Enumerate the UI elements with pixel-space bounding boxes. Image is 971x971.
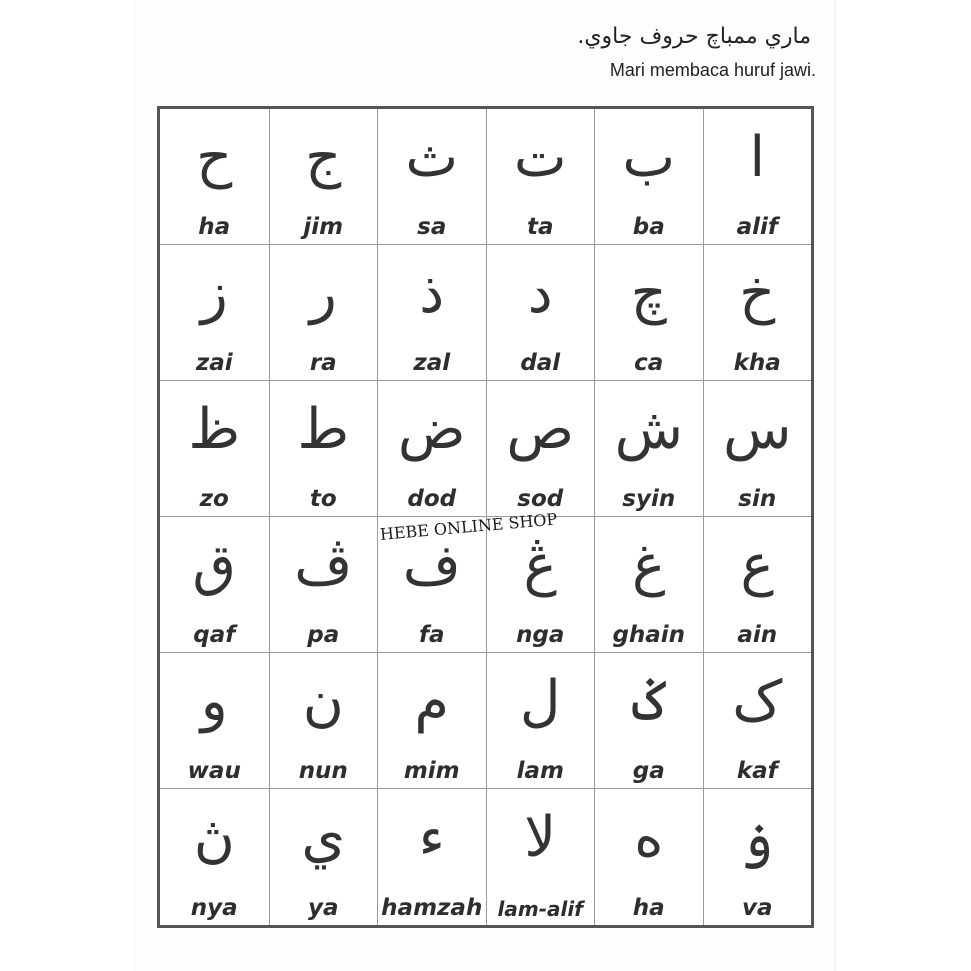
letter-name: to — [309, 486, 337, 512]
letter-name: ya — [307, 895, 339, 921]
jawi-letter: ر — [309, 261, 337, 326]
letter-name: pa — [307, 622, 340, 648]
jawi-letter: ق — [192, 533, 236, 598]
letter-cell — [594, 245, 703, 381]
jawi-letter: ج — [305, 125, 342, 190]
letter-cell — [160, 653, 269, 789]
jawi-letter: ن — [302, 669, 344, 734]
jawi-letter: م — [414, 669, 450, 734]
jawi-letter: ع — [740, 533, 774, 598]
letter-cell — [594, 517, 703, 653]
letter-name: kaf — [736, 758, 778, 784]
letter-cell — [377, 381, 486, 517]
letter-name: zo — [199, 486, 229, 512]
jawi-letter: ث — [405, 125, 459, 190]
letter-name: dal — [520, 350, 561, 376]
letter-name: nya — [190, 895, 238, 921]
letter-name: qaf — [193, 622, 236, 648]
letter-cell — [486, 245, 595, 381]
letter-name: ha — [632, 895, 665, 921]
letter-cell — [486, 381, 595, 517]
letter-cell — [377, 653, 486, 789]
letter-name: kha — [733, 350, 781, 376]
heading-jawi: ماري ممباچ حروف جاوي. — [577, 24, 811, 49]
letter-cell — [703, 517, 812, 653]
letter-cell — [377, 109, 486, 245]
jawi-letter: ا — [749, 125, 766, 190]
letter-cell — [160, 381, 269, 517]
letter-cell — [703, 109, 812, 245]
letter-name: zal — [413, 350, 451, 376]
letter-name: ca — [634, 350, 664, 376]
jawi-letter: و — [200, 669, 228, 734]
letter-name: alif — [736, 214, 778, 240]
letter-cell — [486, 109, 595, 245]
letter-name: sa — [417, 214, 447, 240]
letter-cell — [703, 789, 812, 925]
jawi-letter: خ — [739, 261, 776, 326]
letter-name: lam-alif — [497, 897, 583, 921]
letter-name: wau — [187, 758, 241, 784]
jawi-letter: لا — [524, 805, 557, 870]
jawi-letter: ڽ — [193, 805, 235, 870]
jawi-letter: ح — [196, 125, 233, 190]
letter-cell — [269, 109, 378, 245]
letter-cell — [160, 517, 269, 653]
letter-cell — [486, 517, 595, 653]
letter-cell — [594, 789, 703, 925]
letter-cell — [269, 381, 378, 517]
jawi-letter: ف — [402, 533, 461, 598]
jawi-letter: ل — [519, 669, 561, 734]
letter-name: dod — [407, 486, 457, 512]
jawi-letter: ذ — [419, 261, 445, 326]
letter-name: fa — [418, 622, 445, 648]
jawi-letter: ۏ — [740, 805, 774, 870]
jawi-letter: ب — [622, 125, 676, 190]
letter-name: ghain — [612, 622, 686, 648]
jawi-letter: د — [527, 261, 553, 326]
letter-name: ta — [526, 214, 554, 240]
jawi-letter: ظ — [188, 397, 241, 462]
letter-name: syin — [622, 486, 676, 512]
letter-cell — [160, 789, 269, 925]
watermark: HEBE ONLINE SHOP — [379, 509, 558, 544]
letter-cell — [160, 109, 269, 245]
letter-name: zai — [195, 350, 233, 376]
jawi-letter: چ — [630, 261, 667, 326]
jawi-letter: ت — [513, 125, 567, 190]
jawi-letter: ض — [397, 397, 466, 462]
letter-name: ra — [309, 350, 337, 376]
letter-cell — [269, 653, 378, 789]
jawi-letter: ط — [297, 397, 350, 462]
letter-name: ha — [198, 214, 231, 240]
letter-cell — [160, 245, 269, 381]
letter-name: hamzah — [381, 895, 483, 921]
jawi-letter: ء — [418, 805, 445, 870]
letter-name: va — [741, 895, 773, 921]
letter-cell — [594, 653, 703, 789]
jawi-letter: ک — [732, 669, 783, 734]
jawi-letter: ص — [506, 397, 575, 462]
letter-name: ain — [737, 622, 778, 648]
letter-name: sod — [517, 486, 564, 512]
jawi-letter: ݢ — [632, 669, 666, 734]
letter-name: jim — [303, 214, 344, 240]
jawi-letter: ز — [200, 261, 228, 326]
letter-cell — [594, 381, 703, 517]
letter-name: mim — [403, 758, 460, 784]
letter-cell — [269, 245, 378, 381]
letter-cell — [703, 381, 812, 517]
jawi-letter: ي — [301, 805, 346, 870]
letter-cell — [377, 245, 486, 381]
jawi-letter: غ — [632, 533, 666, 598]
letter-cell — [594, 109, 703, 245]
letter-cell — [703, 653, 812, 789]
letter-cell — [269, 789, 378, 925]
jawi-letter: س — [723, 397, 792, 462]
letter-cell — [486, 789, 595, 925]
letter-name: lam — [516, 758, 564, 784]
letter-cell — [269, 517, 378, 653]
letter-name: ba — [632, 214, 665, 240]
jawi-letter: ڤ — [294, 533, 353, 598]
letter-cell — [377, 789, 486, 925]
letter-name: nun — [298, 758, 348, 784]
jawi-letter: ڠ — [523, 533, 557, 598]
letter-name: nga — [516, 622, 565, 648]
jawi-letter: ش — [614, 397, 683, 462]
letter-cell — [703, 245, 812, 381]
letter-cell — [486, 653, 595, 789]
letter-name: ga — [632, 758, 665, 784]
letter-name: sin — [738, 486, 777, 512]
jawi-letter: ه — [634, 805, 664, 870]
heading-rumi: Mari membaca huruf jawi. — [609, 60, 816, 80]
